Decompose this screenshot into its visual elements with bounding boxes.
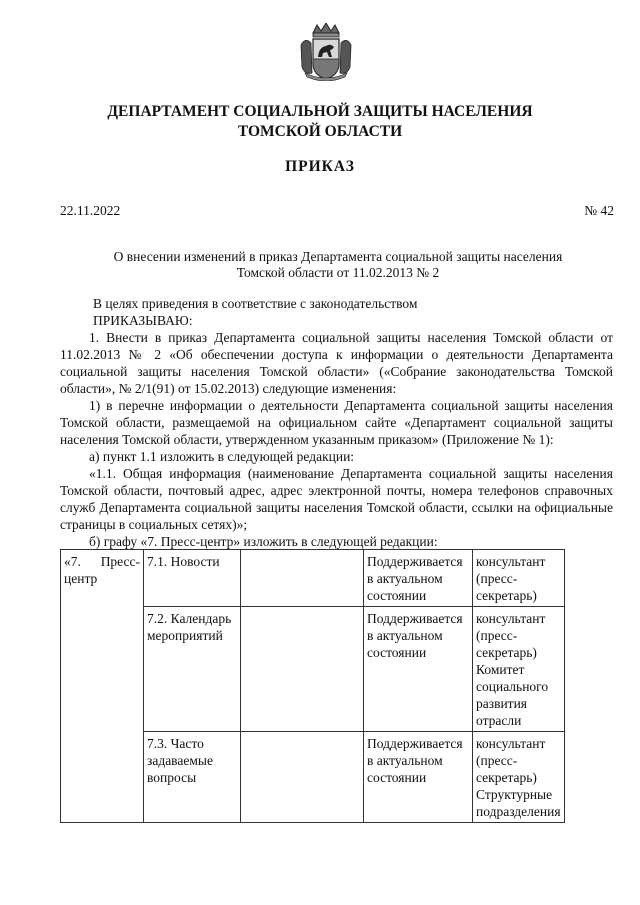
item-cell: 7.1. Новости: [144, 550, 241, 607]
item-cell: 7.3. Часто задаваемые вопросы: [144, 732, 241, 823]
clause-1-1-b: б) графу «7. Пресс-центр» изложить в следующей редакции:: [89, 534, 438, 549]
responsible-cell: консультант (пресс-секретарь) Структурные подразделения: [473, 732, 565, 823]
organization-name-line2: ТОМСКОЙ ОБЛАСТИ: [237, 123, 403, 140]
responsible-cell: консультант (пресс-секретарь) Комитет социального развития отрасли: [473, 607, 565, 732]
order-body: [60, 295, 613, 550]
document-date: 22.11.2022: [60, 203, 121, 218]
period-cell: Поддерживается в актуальном состоянии: [364, 607, 473, 732]
clause-1: 1. Внести в приказ Департамента социальной защиты населения Томской области от 11.02.2013 № 2 «Об обеспечении доступа к информации о деятельности Департамента социальной защиты населения Томской области» («Собрание законодательства Томской области», № 2/1(91) от 15.02.2013) следующие изменения:: [60, 330, 613, 396]
clause-1-1: 1) в перечне информации о деятельности Департамента социальной защиты населения Томской области, размещаемой на официальном сайте «Департамент социальной защиты населения Томской области, утвержденном указанным приказом» (Приложение № 1):: [60, 398, 613, 447]
empty-cell: [241, 607, 364, 732]
clause-1-1-a: а) пункт 1.1 изложить в следующей редакции:: [89, 449, 355, 464]
responsible-cell: консультант (пресс-секретарь): [473, 550, 565, 607]
organization-name-line1: ДЕПАРТАМЕНТ СОЦИАЛЬНОЙ ЗАЩИТЫ НАСЕЛЕНИЯ: [107, 103, 533, 120]
subject-line1: О внесении изменений в приказ Департамента социальной защиты населения: [113, 249, 563, 264]
press-center-table: [60, 549, 565, 823]
period-cell: Поддерживается в актуальном состоянии: [364, 732, 473, 823]
order-word: ПРИКАЗЫВАЮ:: [93, 313, 193, 328]
document-type: ПРИКАЗ: [285, 158, 355, 175]
table-row: [61, 550, 565, 607]
preamble: В целях приведения в соответствие с законодательством: [93, 296, 418, 311]
document-number: № 42: [584, 203, 614, 218]
subject-line2: Томской области от 11.02.2013 № 2: [236, 265, 440, 280]
empty-cell: [241, 550, 364, 607]
section-cell: «7. Пресс-центр: [61, 550, 144, 823]
period-cell: Поддерживается в актуальном состоянии: [364, 550, 473, 607]
coat-of-arms-icon: [299, 23, 353, 81]
clause-1-1-a-text: «1.1. Общая информация (наименование Департамента социальной защиты населения Томской области, почтовый адрес, адрес электронной почты, номера телефонов справочных служб Департамента социальной защиты населения Томской области, ссылки на официальные страницы в социальных сетях)»;: [60, 466, 613, 532]
empty-cell: [241, 732, 364, 823]
item-cell: 7.2. Календарь мероприятий: [144, 607, 241, 732]
